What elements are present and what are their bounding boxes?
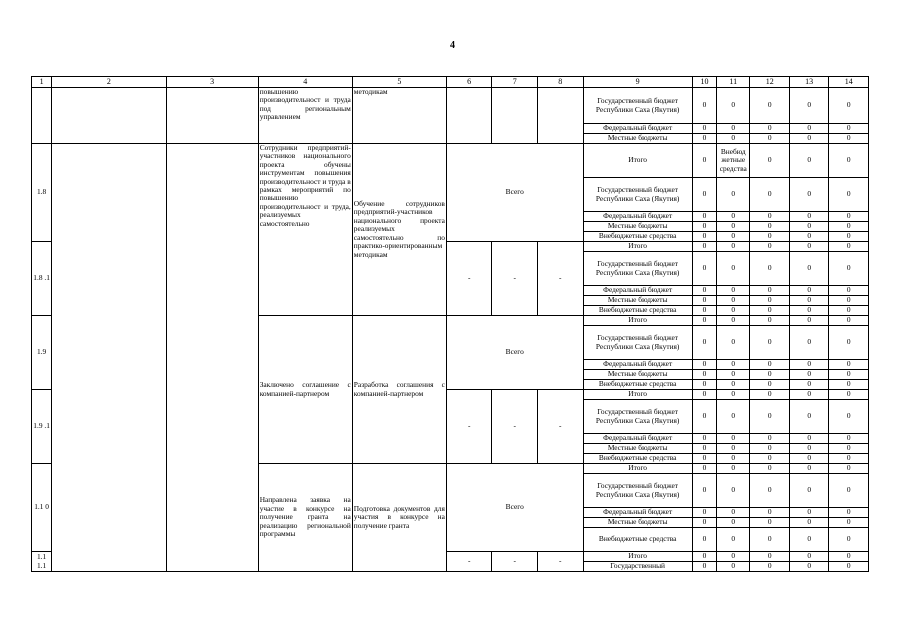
value-cell: 0	[692, 316, 716, 326]
value-cell: 0	[789, 286, 828, 296]
value-cell: 0	[692, 296, 716, 306]
value-cell: 0	[829, 134, 869, 144]
value-cell: 0	[750, 528, 789, 552]
value-cell: 0	[750, 242, 789, 252]
header-cell: 1	[32, 77, 52, 88]
source-label: Местные бюджеты	[583, 444, 692, 454]
source-label: Внебюджетные средства	[583, 306, 692, 316]
value-cell: 0	[750, 178, 789, 212]
cell	[492, 88, 538, 144]
value-cell: 0	[692, 528, 716, 552]
value-cell: 0	[829, 232, 869, 242]
value-cell: 0	[717, 370, 750, 380]
value-cell: 0	[692, 222, 716, 232]
value-cell: 0	[789, 252, 828, 286]
value-cell: 0	[829, 380, 869, 390]
value-cell: 0	[717, 518, 750, 528]
value-cell: 0	[829, 528, 869, 552]
value-cell: 0	[789, 562, 828, 572]
source-label: Федеральный бюджет	[583, 286, 692, 296]
source-label: Итого	[583, 144, 692, 178]
row-id: 1.8 .1	[32, 242, 52, 316]
value-cell: 0	[750, 134, 789, 144]
value-cell: 0	[692, 508, 716, 518]
value-cell: 0	[829, 360, 869, 370]
value-cell: 0	[829, 178, 869, 212]
activity-cell: Подготовка документов для участия в конкурсе на получение гранта	[352, 464, 446, 572]
value-cell: 0	[692, 370, 716, 380]
value-cell: 0	[750, 252, 789, 286]
deadline-all: Всего	[446, 144, 583, 242]
source-label: Внебюд жетные средства	[717, 144, 750, 178]
source-label: Местные бюджеты	[583, 222, 692, 232]
value-cell: 0	[750, 316, 789, 326]
value-cell: 0	[829, 124, 869, 134]
header-cell: 3	[166, 77, 258, 88]
value-cell: 0	[829, 444, 869, 454]
row-id: 1.9	[32, 316, 52, 390]
value-cell: 0	[789, 144, 828, 178]
value-cell: 0	[717, 380, 750, 390]
value-cell: 0	[750, 400, 789, 434]
value-cell: 0	[717, 306, 750, 316]
value-cell: 0	[717, 562, 750, 572]
value-cell: 0	[829, 252, 869, 286]
value-cell: 0	[829, 326, 869, 360]
value-cell: 0	[717, 178, 750, 212]
header-cell: 7	[492, 77, 538, 88]
value-cell: 0	[829, 296, 869, 306]
value-cell: 0	[789, 124, 828, 134]
value-cell: 0	[692, 474, 716, 508]
value-cell: 0	[750, 444, 789, 454]
source-label: Местные бюджеты	[583, 296, 692, 306]
value-cell: 0	[789, 296, 828, 306]
value-cell: 0	[750, 562, 789, 572]
source-label: Итого	[583, 390, 692, 400]
value-cell: 0	[692, 134, 716, 144]
cell	[446, 88, 492, 144]
value-cell: 0	[829, 454, 869, 464]
source-label: Государственный бюджет Республики Саха (Якутия)	[583, 88, 692, 124]
value-cell: 0	[750, 88, 789, 124]
value-cell: 0	[750, 474, 789, 508]
value-cell: 0	[789, 306, 828, 316]
header-cell: 9	[583, 77, 692, 88]
value-cell: 0	[717, 444, 750, 454]
value-cell: 0	[692, 252, 716, 286]
value-cell: 0	[789, 360, 828, 370]
value-cell: 0	[717, 434, 750, 444]
source-label: Федеральный бюджет	[583, 124, 692, 134]
date-cell: -	[537, 242, 583, 316]
value-cell: 0	[717, 360, 750, 370]
result-cell: Заключено соглашение с компанией-партнером	[258, 316, 352, 464]
value-cell: 0	[692, 464, 716, 474]
header-cell: 14	[829, 77, 869, 88]
value-cell: 0	[692, 434, 716, 444]
source-label: Внебюджетные средства	[583, 232, 692, 242]
value-cell: 0	[829, 400, 869, 434]
source-label: Местные бюджеты	[583, 370, 692, 380]
value-cell: 0	[750, 222, 789, 232]
value-cell: 0	[717, 296, 750, 306]
deadline-all: Всего	[446, 464, 583, 552]
row-id: 1.8	[32, 144, 52, 242]
value-cell: 0	[717, 400, 750, 434]
source-label: Государственный бюджет Республики Саха (Якутия)	[583, 326, 692, 360]
result-cell: Сотрудники предприятий-участников национального проекта обучены инструментам повышения производительност и труда в рамках мероприятий по повышению производительност и труда, реализуемых самостоятельно	[258, 144, 352, 316]
source-label: Государственный бюджет Республики Саха (Якутия)	[583, 252, 692, 286]
value-cell: 0	[750, 326, 789, 360]
value-cell: 0	[717, 390, 750, 400]
page-number: 4	[450, 40, 455, 51]
header-cell: 2	[52, 77, 166, 88]
value-cell: 0	[829, 434, 869, 444]
value-cell: 0	[692, 212, 716, 222]
value-cell: 0	[789, 380, 828, 390]
value-cell: 0	[789, 444, 828, 454]
value-cell: 0	[789, 508, 828, 518]
value-cell: 0	[789, 454, 828, 464]
value-cell: 0	[717, 134, 750, 144]
value-cell: 0	[750, 144, 789, 178]
header-cell: 10	[692, 77, 716, 88]
value-cell: 0	[829, 552, 869, 562]
date-cell: -	[446, 390, 492, 464]
date-cell: -	[492, 390, 538, 464]
value-cell: 0	[829, 212, 869, 222]
value-cell: 0	[692, 232, 716, 242]
source-label: Местные бюджеты	[583, 134, 692, 144]
result-cell: повышению производительност и труда под региональным управлением	[258, 88, 352, 144]
row-id	[32, 88, 52, 144]
value-cell: 0	[829, 474, 869, 508]
value-cell: 0	[717, 326, 750, 360]
value-cell: 0	[789, 222, 828, 232]
value-cell: 0	[692, 562, 716, 572]
value-cell: 0	[829, 390, 869, 400]
value-cell: 0	[750, 286, 789, 296]
value-cell: 0	[717, 242, 750, 252]
value-cell: 0	[829, 370, 869, 380]
value-cell: 0	[750, 464, 789, 474]
source-label: Внебюджетные средства	[583, 528, 692, 552]
value-cell: 0	[692, 326, 716, 360]
value-cell: 0	[789, 390, 828, 400]
header-cell: 4	[258, 77, 352, 88]
value-cell: 0	[717, 222, 750, 232]
value-cell: 0	[717, 316, 750, 326]
source-label: Государственный	[583, 562, 692, 572]
value-cell: 0	[750, 518, 789, 528]
source-label: Итого	[583, 464, 692, 474]
budget-table	[31, 76, 869, 572]
cell	[166, 144, 258, 572]
header-cell: 6	[446, 77, 492, 88]
value-cell: 0	[829, 316, 869, 326]
value-cell: 0	[789, 178, 828, 212]
value-cell: 0	[829, 242, 869, 252]
value-cell: 0	[750, 434, 789, 444]
value-cell: 0	[829, 464, 869, 474]
value-cell: 0	[692, 390, 716, 400]
value-cell: 0	[750, 212, 789, 222]
row-id: 1.9 .1	[32, 390, 52, 464]
deadline-all: Всего	[446, 316, 583, 390]
value-cell: 0	[789, 552, 828, 562]
value-cell: 0	[750, 552, 789, 562]
value-cell: 0	[789, 232, 828, 242]
cell	[537, 88, 583, 144]
date-cell: -	[492, 552, 538, 572]
source-label: Внебюджетные средства	[583, 454, 692, 464]
value-cell: 0	[692, 454, 716, 464]
table-row	[32, 88, 869, 124]
source-label: Итого	[583, 552, 692, 562]
row-id: 1.1 0	[32, 464, 52, 552]
value-cell: 0	[692, 360, 716, 370]
value-cell: 0	[829, 518, 869, 528]
value-cell: 0	[789, 88, 828, 124]
value-cell: 0	[717, 232, 750, 242]
value-cell: 0	[789, 518, 828, 528]
value-cell: 0	[789, 212, 828, 222]
value-cell: 0	[692, 518, 716, 528]
source-label: Государственный бюджет Республики Саха (Якутия)	[583, 474, 692, 508]
value-cell: 0	[750, 390, 789, 400]
value-cell: 0	[789, 400, 828, 434]
source-label: Федеральный бюджет	[583, 212, 692, 222]
date-cell: -	[537, 552, 583, 572]
value-cell: 0	[692, 400, 716, 434]
source-label: Государственный бюджет Республики Саха (Якутия)	[583, 178, 692, 212]
value-cell: 0	[750, 360, 789, 370]
date-cell: -	[492, 242, 538, 316]
value-cell: 0	[692, 178, 716, 212]
value-cell: 0	[789, 316, 828, 326]
value-cell: 0	[789, 434, 828, 444]
value-cell: 0	[829, 286, 869, 296]
value-cell: 0	[717, 474, 750, 508]
source-label: Итого	[583, 242, 692, 252]
value-cell: 0	[717, 88, 750, 124]
date-cell: -	[446, 552, 492, 572]
value-cell: 0	[829, 306, 869, 316]
date-cell: -	[446, 242, 492, 316]
value-cell: 0	[750, 508, 789, 518]
value-cell: 0	[692, 444, 716, 454]
value-cell: 0	[692, 124, 716, 134]
value-cell: 0	[750, 454, 789, 464]
value-cell: 0	[692, 306, 716, 316]
value-cell: 0	[789, 326, 828, 360]
value-cell: 0	[789, 474, 828, 508]
value-cell: 0	[789, 134, 828, 144]
value-cell: 0	[750, 370, 789, 380]
value-cell: 0	[692, 242, 716, 252]
value-cell: 0	[789, 242, 828, 252]
value-cell: 0	[789, 528, 828, 552]
value-cell: 0	[692, 552, 716, 562]
value-cell: 0	[692, 144, 716, 178]
value-cell: 0	[750, 380, 789, 390]
value-cell: 0	[717, 552, 750, 562]
activity-cell: методикам	[352, 88, 446, 144]
activity-cell: Обучение сотрудников предприятий-участников национального проекта реализуемых самостоятельно по практико-ориентированным методикам	[352, 144, 446, 316]
cell	[166, 88, 258, 144]
header-cell: 8	[537, 77, 583, 88]
value-cell: 0	[829, 144, 869, 178]
value-cell: 0	[750, 124, 789, 134]
value-cell: 0	[789, 370, 828, 380]
header-cell: 13	[789, 77, 828, 88]
result-cell: Направлена заявка на участие в конкурсе на получение гранта на реализацию региональной программы	[258, 464, 352, 572]
table-row	[32, 144, 869, 178]
header-cell: 5	[352, 77, 446, 88]
source-label: Федеральный бюджет	[583, 508, 692, 518]
activity-cell: Разработка соглашения с компанией-партнером	[352, 316, 446, 464]
value-cell: 0	[717, 286, 750, 296]
value-cell: 0	[717, 252, 750, 286]
header-cell: 12	[750, 77, 789, 88]
cell	[52, 144, 166, 572]
value-cell: 0	[829, 562, 869, 572]
date-cell: -	[537, 390, 583, 464]
value-cell: 0	[717, 508, 750, 518]
value-cell: 0	[717, 454, 750, 464]
header-row	[32, 77, 869, 88]
value-cell: 0	[717, 464, 750, 474]
source-label: Внебюджетные средства	[583, 380, 692, 390]
value-cell: 0	[829, 508, 869, 518]
value-cell: 0	[717, 528, 750, 552]
value-cell: 0	[829, 88, 869, 124]
value-cell: 0	[692, 286, 716, 296]
source-label: Итого	[583, 316, 692, 326]
header-cell: 11	[717, 77, 750, 88]
source-label: Местные бюджеты	[583, 518, 692, 528]
value-cell: 0	[717, 124, 750, 134]
source-label: Федеральный бюджет	[583, 434, 692, 444]
source-label: Государственный бюджет Республики Саха (Якутия)	[583, 400, 692, 434]
value-cell: 0	[829, 222, 869, 232]
source-label: Федеральный бюджет	[583, 360, 692, 370]
value-cell: 0	[750, 296, 789, 306]
value-cell: 0	[692, 380, 716, 390]
cell	[52, 88, 166, 144]
value-cell: 0	[789, 464, 828, 474]
value-cell: 0	[750, 306, 789, 316]
value-cell: 0	[692, 88, 716, 124]
row-id: 1.1 1.1	[32, 552, 52, 572]
value-cell: 0	[750, 232, 789, 242]
value-cell: 0	[717, 212, 750, 222]
